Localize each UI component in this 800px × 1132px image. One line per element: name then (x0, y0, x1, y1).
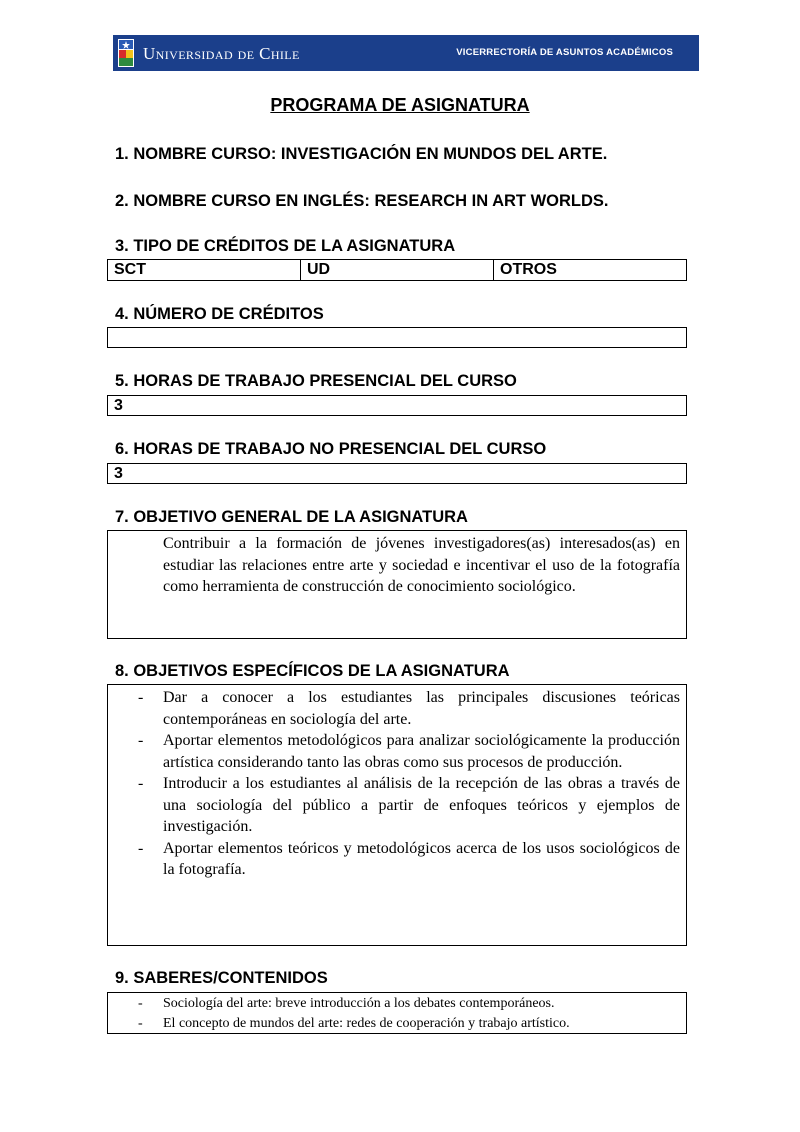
contents-list (108, 994, 686, 1033)
list-item: - Aportar elementos metodológicos para analizar sociológicamente la producción artística considerando tanto las obras como sus procesos de producción. (108, 730, 686, 773)
list-item: - Sociología del arte: breve introducción a los debates contemporáneos. (108, 994, 686, 1014)
section-1-heading: 1. NOMBRE CURSO: INVESTIGACIÓN EN MUNDOS DEL ARTE. (115, 145, 608, 163)
vicerrectoria-label: VICERRECTORÍA DE ASUNTOS ACADÉMICOS (456, 47, 673, 58)
presential-hours-value: 3 (107, 395, 687, 416)
list-item: - Aportar elementos teóricos y metodológicos acerca de los usos sociológicos de la fotografía. (108, 838, 686, 881)
general-objective-box (107, 530, 687, 639)
credits-number-box (107, 327, 687, 348)
university-name: Universidad de Chile (143, 44, 300, 63)
section-9-heading: 9. SABERES/CONTENIDOS (115, 969, 328, 987)
list-item: - Dar a conocer a los estudiantes las principales discusiones teóricas contemporáneas en sociología del arte. (108, 687, 686, 730)
section-2-heading: 2. NOMBRE CURSO EN INGLÉS: RESEARCH IN ART WORLDS. (115, 192, 609, 210)
section-7-heading: 7. OBJETIVO GENERAL DE LA ASIGNATURA (115, 508, 468, 526)
specific-objectives-box (107, 684, 687, 946)
list-item: - El concepto de mundos del arte: redes de cooperación y trabajo artístico. (108, 1014, 686, 1034)
document-title: PROGRAMA DE ASIGNATURA (270, 95, 530, 115)
credit-type-ud: UD (301, 260, 494, 280)
general-objective-text: Contribuir a la formación de jóvenes investigadores(as) interesados(as) en estudiar las relaciones entre arte y sociedad e incentivar el uso de la fotografía como herramienta de construcción de conocimiento sociológico. (163, 535, 680, 595)
section-3-heading: 3. TIPO DE CRÉDITOS DE LA ASIGNATURA (115, 237, 456, 255)
section-6-heading: 6. HORAS DE TRABAJO NO PRESENCIAL DEL CURSO (115, 440, 547, 458)
section-8-heading: 8. OBJETIVOS ESPECÍFICOS DE LA ASIGNATURA (115, 662, 510, 680)
credit-type-sct: SCT (108, 260, 301, 280)
header-banner (113, 35, 699, 71)
section-4-heading: 4. NÚMERO DE CRÉDITOS (115, 305, 324, 323)
credit-type-otros: OTROS (500, 261, 557, 278)
university-crest-icon (117, 38, 135, 68)
section-5-heading: 5. HORAS DE TRABAJO PRESENCIAL DEL CURSO (115, 372, 517, 390)
specific-objectives-list (108, 687, 686, 881)
credit-type-table (107, 259, 687, 281)
non-presential-hours-value: 3 (107, 463, 687, 484)
contents-box (107, 992, 687, 1034)
list-item: - Introducir a los estudiantes al análisis de la recepción de las obras a través de una sociología del público a partir de enfoques teóricos y ejemplos de investigación. (108, 773, 686, 838)
